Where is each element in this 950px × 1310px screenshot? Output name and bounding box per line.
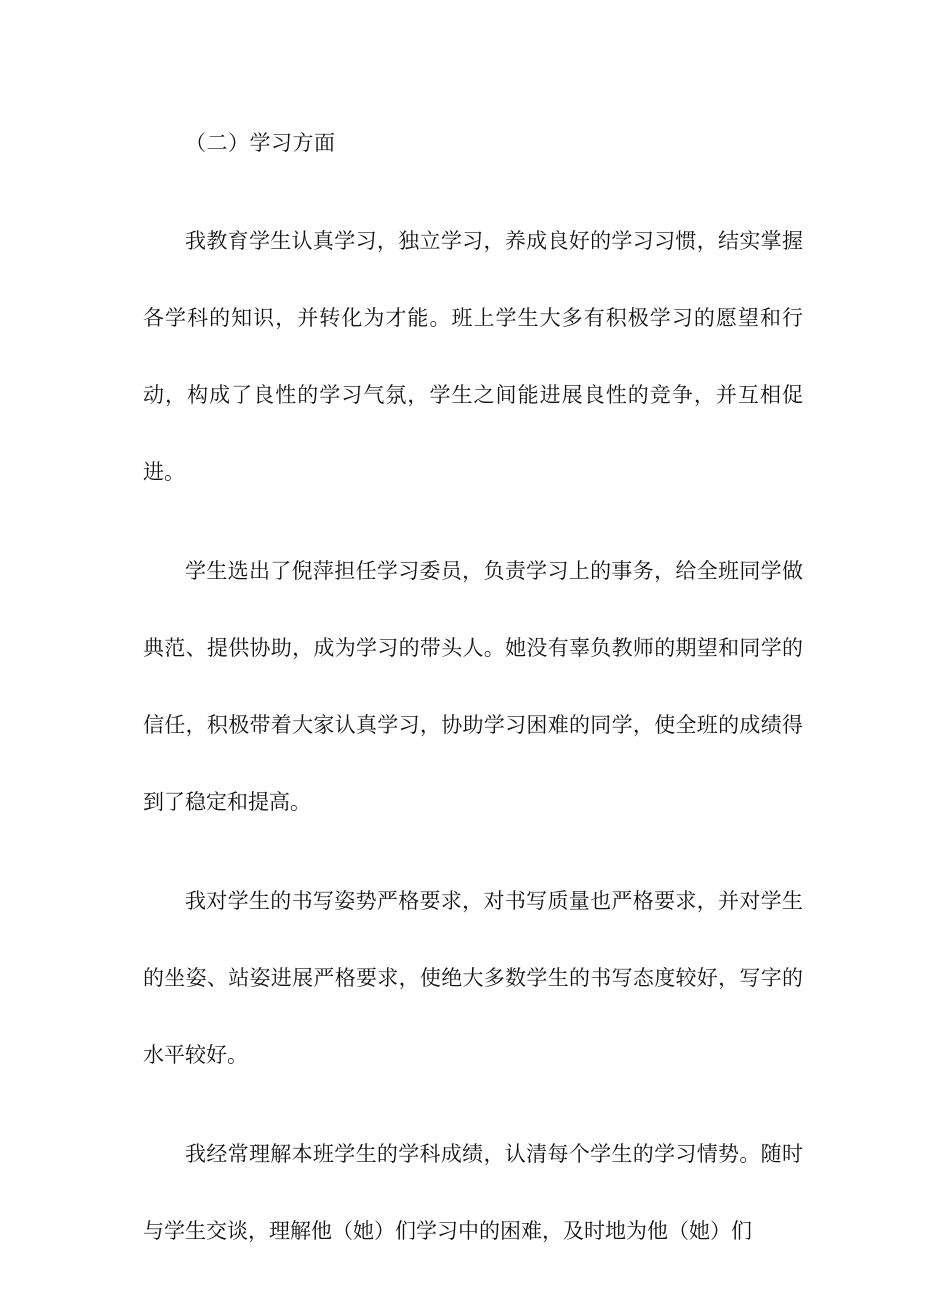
document-body bbox=[143, 123, 803, 1310]
paragraph-study-habits: 我教育学生认真学习，独立学习，养成良好的学习习惯，结实掌握各学科的知识，并转化为才能。班上学生大多有积极学习的愿望和行动，构成了良性的学习气氛，学生之间能进展良性的竞争，并互相促进。 bbox=[143, 229, 803, 484]
paragraph-writing-posture: 我对学生的书写姿势严格要求，对书写质量也严格要求，并对学生的坐姿、站姿进展严格要求，使绝大多数学生的书写态度较好，写字的水平较好。 bbox=[143, 889, 803, 1067]
paragraph-student-grades: 我经常理解本班学生的学科成绩，认清每个学生的学习情势。随时与学生交谈，理解他（她）们学习中的困难，及时地为他（她）们 bbox=[143, 1142, 803, 1243]
paragraph-study-committee: 学生选出了倪萍担任学习委员，负责学习上的事务，给全班同学做典范、提供协助，成为学习的带头人。她没有辜负教师的期望和同学的信任，积极带着大家认真学习，协助学习困难的同学，使全班的成绩得到了稳定和提高。 bbox=[143, 559, 803, 814]
section-heading: （二）学习方面 bbox=[185, 131, 336, 155]
